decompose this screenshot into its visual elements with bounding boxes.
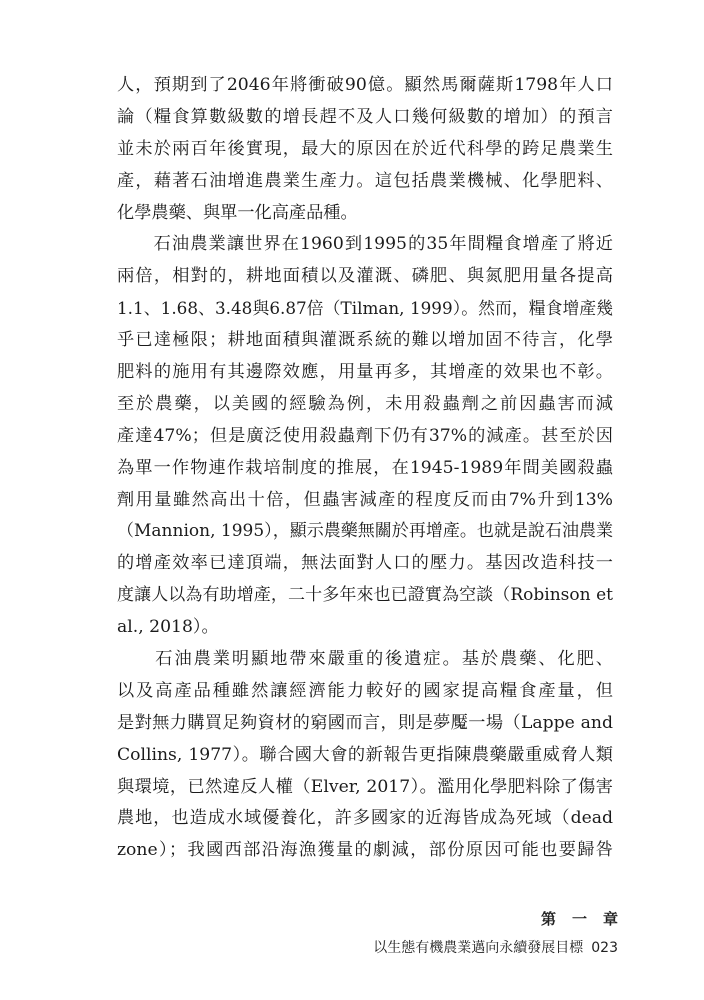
text-line: 的增產效率已達頂端，無法面對人口的壓力。基因改造科技一 — [117, 553, 613, 574]
text-line: 產，藉著石油增進農業生產力。這包括農業機械、化學肥料、 — [117, 170, 613, 191]
text-line: 是對無力購買足夠資材的窮國而言，則是夢魘一場（Lappe and — [117, 712, 613, 733]
running-footer — [373, 937, 618, 957]
text-line: 化學農藥、與單一化高產品種。 — [117, 202, 358, 223]
book-subtitle: 以生態有機農業邁向永續發展目標 — [373, 940, 584, 956]
text-line: 兩倍，相對的，耕地面積以及灌溉、磷肥、與氮肥用量各提高 — [117, 266, 613, 287]
paragraph-1 — [117, 70, 613, 229]
chapter-heading: 第一章 — [540, 910, 634, 928]
text-line: 度讓人以為有助增產，二十多年來也已證實為空談（Robinson et — [117, 585, 613, 606]
text-line: 乎已達極限；耕地面積與灌溉系統的難以增加固不待言，化學 — [117, 330, 613, 351]
body-text — [117, 70, 613, 867]
text-line: 至於農藥，以美國的經驗為例，未用殺蟲劑之前因蟲害而減 — [117, 393, 613, 414]
page-number: 023 — [591, 940, 618, 956]
text-line: 產達47%；但是廣泛使用殺蟲劑下仍有37%的減產。甚至於因 — [117, 425, 613, 446]
text-line: 人，預期到了2046年將衝破90億。顯然馬爾薩斯1798年人口 — [117, 75, 613, 95]
text-line: 並未於兩百年後實現，最大的原因在於近代科學的跨足農業生 — [117, 138, 613, 159]
text-line: 農地，也造成水域優養化，許多國家的近海皆成為死域（dead — [117, 808, 613, 829]
text-line: 劑用量雖然高出十倍，但蟲害減產的程度反而由7%升到13% — [117, 489, 613, 510]
text-line: 石油農業明顯地帶來嚴重的後遺症。基於農藥、化肥、 — [117, 649, 613, 670]
text-line: 為單一作物連作栽培制度的推展，在1945-1989年間美國殺蟲 — [117, 457, 613, 478]
text-line: 1.1、1.68、3.48與6.87倍（Tilman, 1999）。然而，糧食增產幾 — [117, 298, 613, 319]
text-line: 與環境，已然違反人權（Elver, 2017）。濫用化學肥料除了傷害 — [117, 776, 613, 797]
text-line: 肥料的施用有其邊際效應，用量再多，其增產的效果也不彰。 — [117, 362, 613, 383]
paragraph-3 — [117, 644, 613, 867]
text-line: 以及高產品種雖然讓經濟能力較好的國家提高糧食產量，但 — [117, 680, 613, 701]
text-line: 論（糧食算數級數的增長趕不及人口幾何級數的增加）的預言 — [117, 106, 613, 127]
text-line: 石油農業讓世界在1960到1995的35年間糧食增產了將近 — [117, 234, 613, 255]
text-line: al., 2018）。 — [117, 617, 219, 638]
paragraph-2 — [117, 229, 613, 644]
text-line: Collins, 1977）。聯合國大會的新報告更指陳農藥嚴重威脅人類 — [117, 744, 613, 765]
text-line: （Mannion, 1995），顯示農藥無關於再增產。也就是說石油農業 — [117, 521, 613, 542]
text-line: zone）；我國西部沿海漁獲量的劇減，部份原因可能也要歸咎 — [117, 840, 613, 861]
